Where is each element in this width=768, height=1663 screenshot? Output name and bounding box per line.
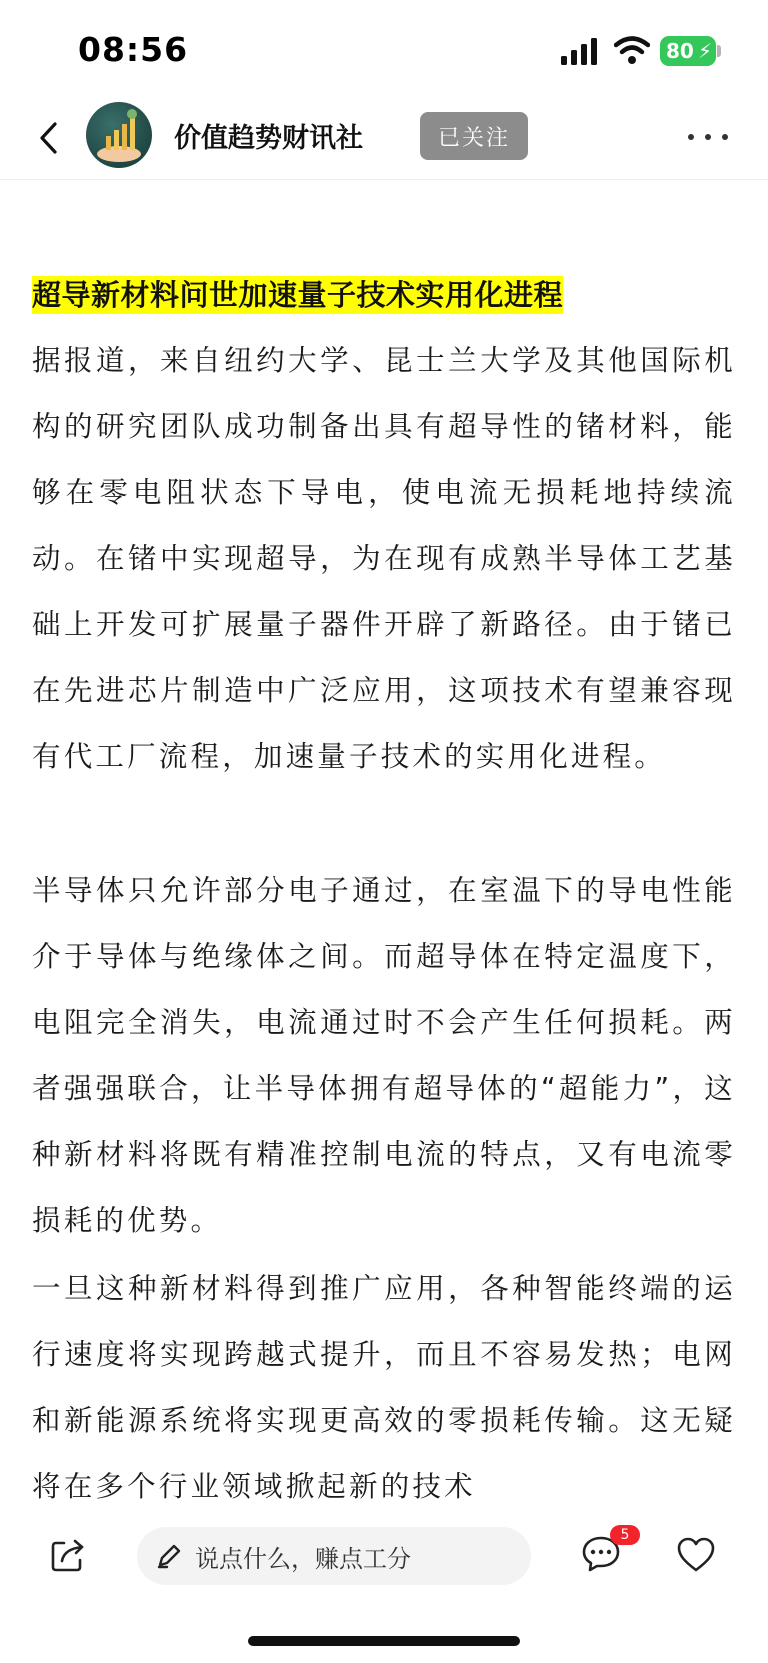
account-avatar[interactable] (86, 102, 152, 168)
battery-level: 80 (666, 39, 694, 63)
article-paragraph-2: 半导体只允许部分电子通过，在室温下的导电性能介于导体与绝缘体之间。而超导体在特定温度下，电阻完全消失，电流通过时不会产生任何损耗。两者强强联合，让半导体拥有超导体的“超能力”，这种新材料将既有精准控制电流的特点，又有电流零损耗的优势。 (32, 874, 736, 1237)
article-title-text: 超导新材料问世加速量子技术实用化进程 (32, 278, 564, 312)
article-body (0, 180, 768, 1515)
battery-cap (717, 45, 721, 57)
comment-placeholder: 说点什么，赚点工分 (195, 1544, 411, 1573)
chevron-left-icon (37, 121, 59, 155)
pen-icon (155, 1542, 183, 1570)
comment-input[interactable] (137, 1527, 531, 1585)
article-paragraph-1: 据报道，来自纽约大学、昆士兰大学及其他国际机构的研究团队成功制备出具有超导性的锗材料，能够在零电阻状态下导电，使电流无损耗地持续流动。在锗中实现超导，为在现有成熟半导体工艺基础上开发可扩展量子器件开辟了新路径。由于锗已在先进芯片制造中广泛应用，这项技术有望兼容现有代工厂流程，加速量子技术的实用化进程。 (32, 344, 736, 773)
home-indicator (248, 1636, 520, 1646)
bottom-action-bar (0, 1515, 768, 1595)
charging-bolt-icon: ⚡ (697, 39, 712, 63)
cellular-signal-icon (560, 38, 600, 66)
article-paragraph-3: 一旦这种新材料得到推广应用，各种智能终端的运行速度将实现跨越式提升，而且不容易发热；电网和新能源系统将实现更高效的零损耗传输。这无疑将在多个行业领域掀起新的技术 (32, 1272, 736, 1503)
comment-count-badge: 5 (610, 1525, 640, 1545)
article-title (32, 273, 563, 317)
follow-button[interactable]: 已关注 (420, 112, 528, 160)
article-header (0, 100, 768, 180)
like-heart-icon[interactable] (676, 1535, 716, 1575)
dot (705, 134, 711, 140)
avatar-image (86, 102, 152, 168)
dot (722, 134, 728, 140)
back-button[interactable] (28, 116, 68, 160)
more-dots-icon[interactable] (688, 122, 728, 152)
status-bar (0, 0, 768, 100)
wifi-icon (614, 34, 650, 66)
account-name[interactable]: 价值趋势财讯社 (174, 123, 363, 154)
dot (688, 134, 694, 140)
battery-indicator (660, 36, 716, 66)
status-time: 08:56 (78, 30, 189, 69)
share-icon[interactable] (48, 1535, 88, 1575)
